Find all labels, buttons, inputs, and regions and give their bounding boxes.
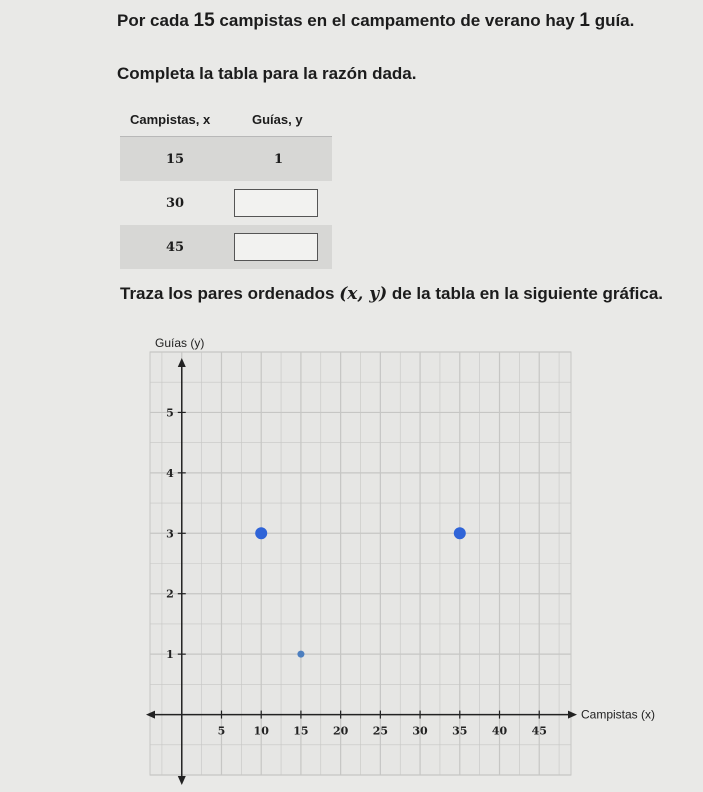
data-point[interactable] [297, 651, 304, 658]
y-tick-label: 5 [166, 406, 174, 420]
x-tick-label: 15 [293, 724, 309, 738]
intro-pre: Por cada [117, 11, 194, 30]
row-x: 30 [166, 195, 185, 211]
x-tick-label: 40 [491, 724, 508, 738]
y-tick-label: 3 [166, 527, 174, 541]
row-x: 15 [166, 151, 185, 167]
intro-num-b: 1 [579, 10, 590, 31]
y-axis-label: Guías (y) [155, 336, 205, 350]
ordered-pair-math: (x, y) [339, 284, 388, 304]
x-tick-label: 35 [452, 724, 468, 738]
intro-num-a: 15 [193, 10, 215, 31]
graph-instruction-pre: Traza los pares ordenados [120, 284, 340, 303]
x-tick-label: 10 [253, 724, 269, 738]
x-tick-label: 25 [372, 724, 389, 738]
x-tick-label: 5 [217, 724, 226, 738]
intro-post: guía. [589, 11, 635, 30]
graph-instruction-post: de la tabla en la siguiente gráfica. [387, 284, 664, 303]
row-x: 45 [166, 239, 185, 255]
table-instruction: Completa la tabla para la razón dada. [117, 64, 417, 83]
x-tick-label: 30 [412, 724, 428, 738]
data-point[interactable] [454, 527, 466, 539]
x-tick-label: 20 [332, 724, 349, 738]
x-axis-label: Campistas (x) [581, 707, 656, 722]
y-tick-label: 4 [166, 466, 174, 480]
y-axis-arrow-down [178, 776, 186, 785]
x-axis-arrow-right [568, 711, 577, 719]
y-tick-label: 1 [166, 648, 174, 662]
header-campistas: Campistas, x [130, 112, 211, 127]
row-y: 1 [274, 151, 284, 167]
header-guias: Guías, y [252, 112, 303, 127]
data-point[interactable] [255, 527, 267, 539]
intro-mid: campistas en el campamento de verano hay [214, 11, 580, 30]
y-tick-label: 2 [166, 587, 174, 601]
x-tick-label: 45 [531, 724, 547, 738]
